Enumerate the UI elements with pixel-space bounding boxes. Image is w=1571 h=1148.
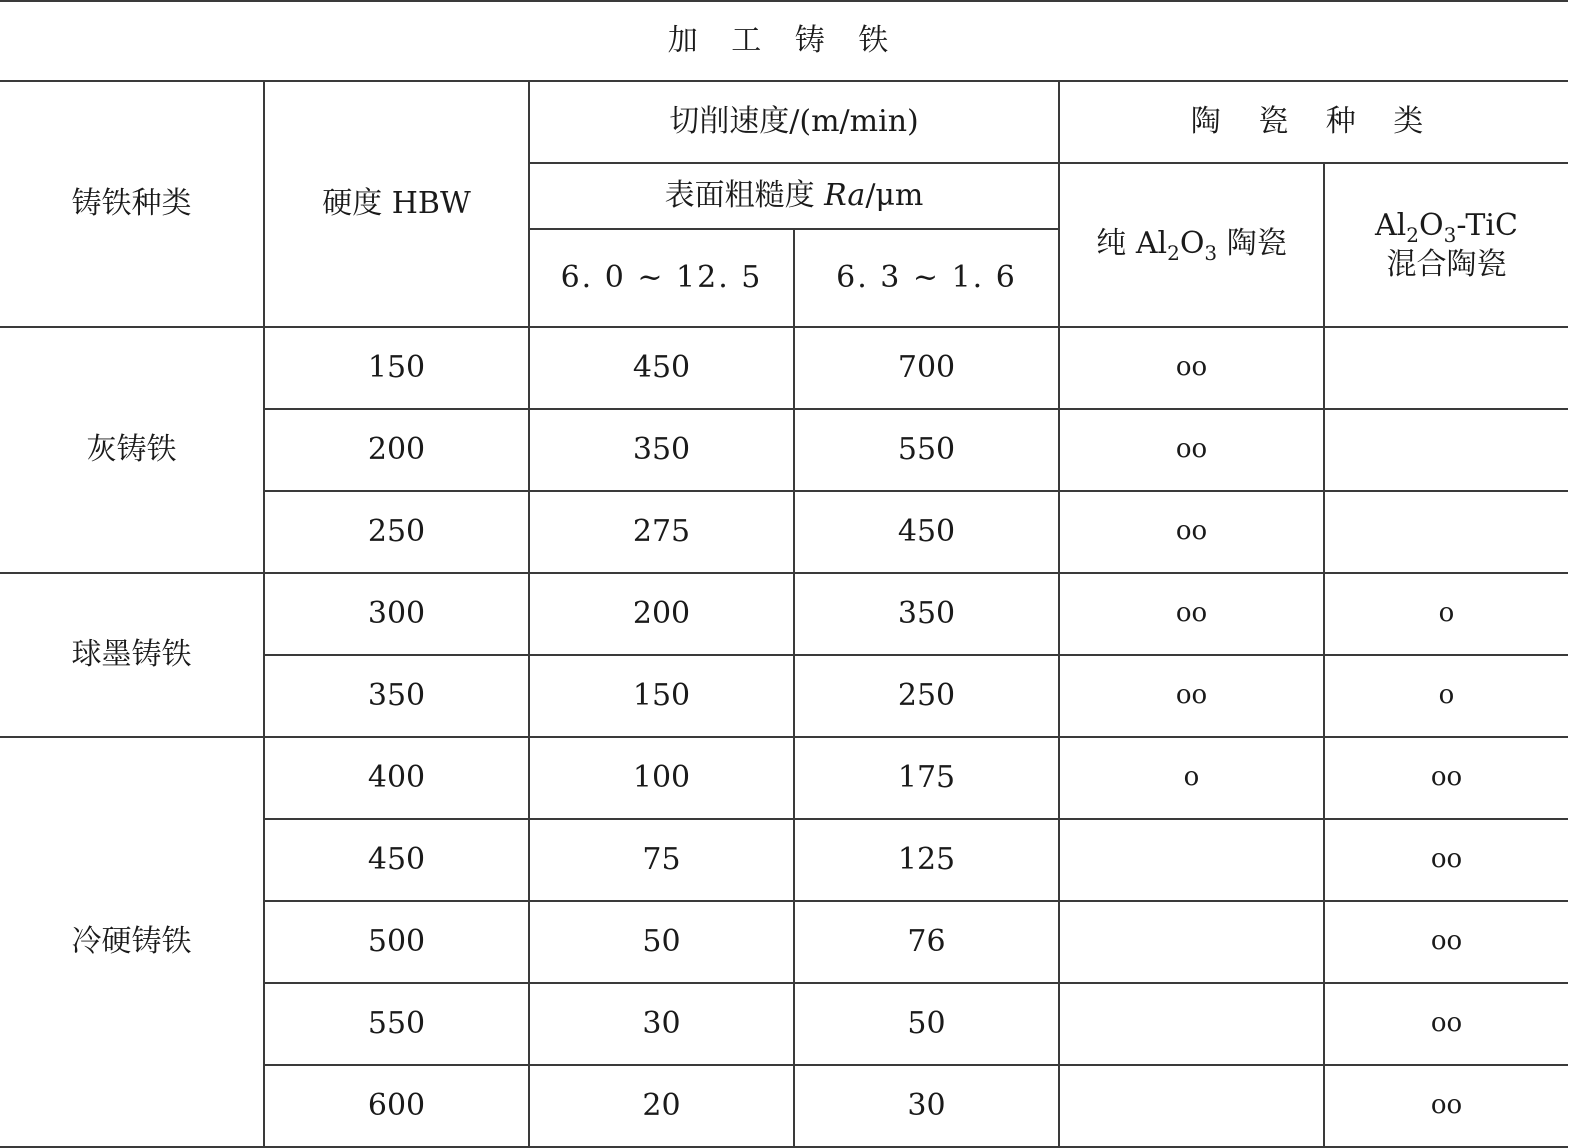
cell-hardness: 450 xyxy=(264,819,529,901)
table-row xyxy=(0,737,1568,819)
table-row xyxy=(0,573,1568,655)
cell-pure-al2o3: oo xyxy=(1059,655,1324,737)
header-row-1 xyxy=(0,81,1568,163)
cell-pure-al2o3: oo xyxy=(1059,409,1324,491)
cell-hardness: 550 xyxy=(264,983,529,1065)
cell-pure-al2o3: oo xyxy=(1059,573,1324,655)
cell-mixed xyxy=(1324,409,1568,491)
cell-speed-2: 30 xyxy=(794,1065,1059,1147)
header-iron-type: 铸铁种类 xyxy=(0,81,264,327)
table-row xyxy=(0,327,1568,409)
cell-mixed: oo xyxy=(1324,983,1568,1065)
cell-mixed: oo xyxy=(1324,901,1568,983)
cell-hardness: 250 xyxy=(264,491,529,573)
cell-speed-1: 100 xyxy=(529,737,794,819)
cell-speed-2: 76 xyxy=(794,901,1059,983)
cell-speed-1: 50 xyxy=(529,901,794,983)
cell-speed-2: 175 xyxy=(794,737,1059,819)
header-surface-roughness: 表面粗糙度 Ra/μm xyxy=(529,163,1059,229)
cell-mixed: oo xyxy=(1324,737,1568,819)
cell-mixed: oo xyxy=(1324,819,1568,901)
cell-pure-al2o3 xyxy=(1059,819,1324,901)
cell-speed-2: 350 xyxy=(794,573,1059,655)
cell-hardness: 200 xyxy=(264,409,529,491)
cell-speed-1: 450 xyxy=(529,327,794,409)
cell-speed-2: 50 xyxy=(794,983,1059,1065)
title-row xyxy=(0,1,1568,81)
group-gray-iron: 灰铸铁 xyxy=(0,327,264,573)
cell-speed-2: 550 xyxy=(794,409,1059,491)
header-ra-range-1: 6. 0 ~ 12. 5 xyxy=(529,229,794,327)
cell-speed-2: 125 xyxy=(794,819,1059,901)
cell-pure-al2o3 xyxy=(1059,901,1324,983)
table-title: 加 工 铸 铁 xyxy=(0,1,1568,81)
cell-pure-al2o3 xyxy=(1059,983,1324,1065)
cell-speed-1: 75 xyxy=(529,819,794,901)
cell-mixed: oo xyxy=(1324,1065,1568,1147)
cell-speed-2: 450 xyxy=(794,491,1059,573)
cell-speed-1: 275 xyxy=(529,491,794,573)
cell-mixed: o xyxy=(1324,573,1568,655)
cell-hardness: 300 xyxy=(264,573,529,655)
cell-pure-al2o3: oo xyxy=(1059,327,1324,409)
header-ceramic-type: 陶 瓷 种 类 xyxy=(1059,81,1568,163)
cell-speed-1: 30 xyxy=(529,983,794,1065)
cell-pure-al2o3 xyxy=(1059,1065,1324,1147)
cell-hardness: 500 xyxy=(264,901,529,983)
cell-speed-2: 700 xyxy=(794,327,1059,409)
group-chilled-iron: 冷硬铸铁 xyxy=(0,737,264,1147)
cell-mixed xyxy=(1324,327,1568,409)
cell-speed-1: 350 xyxy=(529,409,794,491)
cell-speed-1: 20 xyxy=(529,1065,794,1147)
cell-pure-al2o3: oo xyxy=(1059,491,1324,573)
cell-pure-al2o3: o xyxy=(1059,737,1324,819)
header-mixed-ceramic: $Al_2O_3$-TiC 混合陶瓷 xyxy=(1324,163,1568,327)
header-pure-al2o3-ceramic: 纯 $Al_2O_3$ 陶瓷 xyxy=(1059,163,1324,327)
cell-hardness: 150 xyxy=(264,327,529,409)
cell-hardness: 400 xyxy=(264,737,529,819)
cell-speed-1: 200 xyxy=(529,573,794,655)
cell-hardness: 350 xyxy=(264,655,529,737)
cell-speed-1: 150 xyxy=(529,655,794,737)
header-hardness: 硬度 HBW xyxy=(264,81,529,327)
group-ductile-iron: 球墨铸铁 xyxy=(0,573,264,737)
cell-hardness: 600 xyxy=(264,1065,529,1147)
cell-speed-2: 250 xyxy=(794,655,1059,737)
header-ra-range-2: 6. 3 ~ 1. 6 xyxy=(794,229,1059,327)
cell-mixed xyxy=(1324,491,1568,573)
cell-mixed: o xyxy=(1324,655,1568,737)
header-cutting-speed: 切削速度/(m/min) xyxy=(529,81,1059,163)
